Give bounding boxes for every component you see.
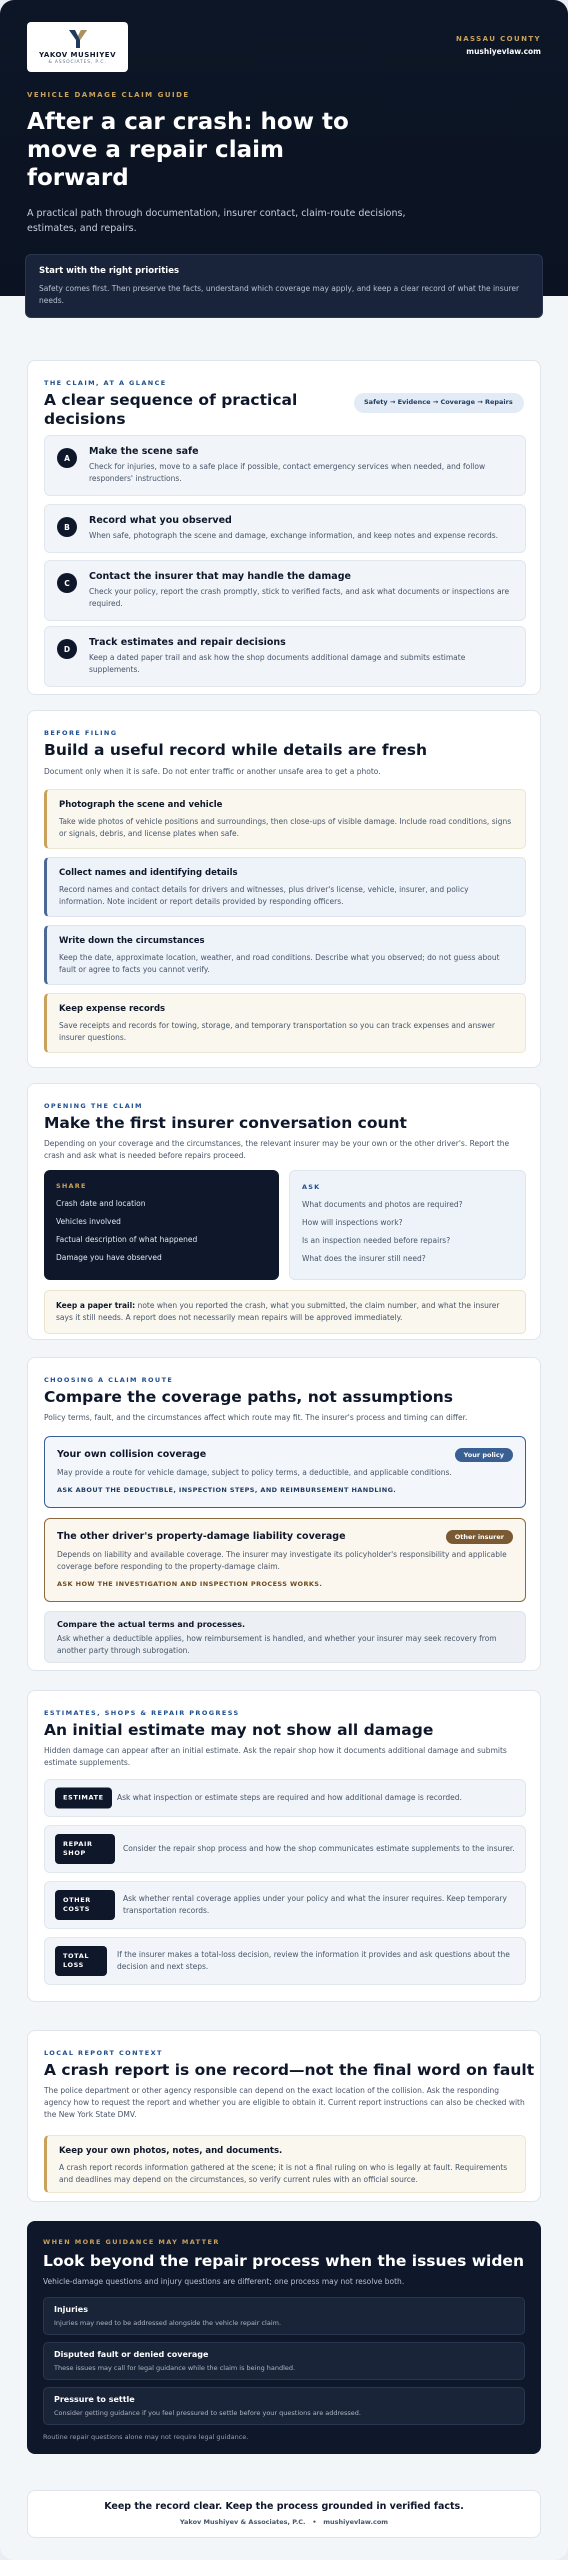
site-link[interactable]: mushiyevlaw.com [466,47,541,56]
share-item: Crash date and location [56,1199,146,1208]
ask-item: How will inspections work? [302,1218,403,1227]
repair-shop-item [44,1825,526,1873]
step-text: Check your policy, report the crash promptly, stick to verified facts, and ask what documents or inspections are required. [89,587,510,608]
note-title: Collect names and identifying details [59,868,238,878]
filing-intro: Document only when it is safe. Do not enter traffic or another unsafe area to get a photo. [44,767,381,776]
total-loss-chip: TOTAL LOSS [55,1946,107,1976]
note-text: Keep the date, approximate location, weather, and road conditions. Describe what you observed; do not guess about fault or agree to facts you cannot verify. [59,953,500,974]
step-text: Check for injuries, move to a safe place if possible, contact emergency services when needed, and follow responders' instructions. [89,462,486,483]
step-title: Make the scene safe [89,446,199,457]
estimate-chip: ESTIMATE [55,1788,112,1809]
note-photograph [44,789,526,849]
route-text: May provide a route for vehicle damage, subject to policy terms, a deductible, and applicable conditions. [57,1468,452,1477]
ask-item: What does the insurer still need? [302,1254,426,1263]
section-report [27,2030,541,2202]
step-b [44,504,526,553]
route-own-collision[interactable] [44,1436,526,1508]
section-filing [27,710,541,1068]
guidance-eyebrow: WHEN MORE GUIDANCE MAY MATTER [43,2238,220,2246]
section-glance [27,360,541,695]
guidance-intro: Vehicle-damage questions and injury questions are different; one process may not resolve both. [43,2277,405,2286]
route-tag: Other insurer [446,1530,513,1544]
guidance-item-text: Consider getting guidance if you feel pressured to settle before your questions are addressed. [54,2409,361,2417]
glance-eyebrow: THE CLAIM, AT A GLANCE [44,379,167,387]
step-badge: C [57,573,77,593]
route-other-liability[interactable] [44,1518,526,1602]
county-label: NASSAU COUNTY [455,35,541,43]
route-text: Depends on liability and available coverage. The insurer may investigate its policyholder's responsibility and applicable coverage before responding to the property-damage claim. [57,1550,507,1571]
step-title: Record what you observed [89,515,232,526]
compare-text: Ask whether a deductible applies, how reimbursement is handled, and whether your insurer may seek recovery from another party through subrogation. [57,1634,497,1655]
report-intro: The police department or other agency responsible can depend on the exact location of the collision. Ask the responding agency how to request the report and whether you are eligible to obtain it. Current report instructions can also be checked with the New York State DMV. [44,2086,525,2119]
guidance-pressure [43,2387,525,2425]
share-item: Vehicles involved [56,1217,121,1226]
hero [0,0,568,305]
route-title: Your own collision coverage [57,1449,207,1460]
logo-name: YAKOV MUSHIYEV [39,51,116,59]
share-item: Damage you have observed [56,1253,162,1262]
step-title: Track estimates and repair decisions [89,637,286,648]
route-ask: ASK HOW THE INVESTIGATION AND INSPECTION PROCESS WORKS. [57,1580,323,1588]
hero-eyebrow: VEHICLE DAMAGE CLAIM GUIDE [27,91,190,99]
guidance-injuries [43,2297,525,2335]
footer-site-link[interactable]: mushiyevlaw.com [323,2518,389,2526]
footer-separator: • [307,2518,322,2526]
report-title: A crash report is one record—not the final word on fault [44,2061,535,2079]
report-eyebrow: LOCAL REPORT CONTEXT [44,2049,163,2057]
priority-text: Safety comes first. Then preserve the facts, understand which coverage may apply, and keep a clear record of what the insurer needs. [39,284,520,305]
paper-trail-label: Keep a paper trail: [56,1301,136,1310]
guidance-item-title: Injuries [54,2305,88,2314]
step-badge: D [57,639,77,659]
step-badge: B [57,517,77,537]
ask-item: What documents and photos are required? [302,1200,463,1209]
total-loss-item [44,1937,526,1985]
note-expenses [44,993,526,1053]
note-title: Photograph the scene and vehicle [59,800,223,810]
compare-title: Compare the actual terms and processes. [57,1620,246,1629]
estimates-intro: Hidden damage can appear after an initial estimate. Ask the repair shop how it documents additional damage and submits estimate supplements. [44,1746,507,1767]
insurer-eyebrow: OPENING THE CLAIM [44,1102,143,1110]
paper-trail-text: note when you reported the crash, what you submitted, the claim number, and what the insurer says it still needs. A report does not necessarily mean repairs will be approved immediately. [56,1301,500,1322]
paper-trail-note [44,1290,526,1334]
ask-item: Is an inspection needed before repairs? [302,1236,451,1245]
section-route [27,1357,541,1671]
section-estimates [27,1690,541,2002]
insurer-intro: Depending on your coverage and the circumstances, the relevant insurer may be your own or the other driver's. Report the crash and ask what is needed before repairs proceed. [44,1139,510,1160]
priority-box [25,254,543,318]
route-intro: Policy terms, fault, and the circumstances affect which route may fit. The insurer's process and timing can differ. [44,1413,468,1422]
logo-subtitle: & ASSOCIATES, P.C. [48,60,107,65]
other-costs-chip: OTHER COSTS [55,1890,115,1920]
note-circumstances [44,925,526,985]
other-costs-text: Ask whether rental coverage applies under your policy and what the insurer requires. Keep temporary transportation records. [123,1894,507,1915]
note-names [44,857,526,917]
insurer-title: Make the first insurer conversation count [44,1114,407,1132]
logo-mark-icon [67,29,89,49]
guidance-title: Look beyond the repair process when the issues widen [43,2252,524,2270]
note-title: Write down the circumstances [59,936,205,946]
firm-logo[interactable] [27,22,128,72]
estimate-text: Ask what inspection or estimate steps are required and how additional damage is recorded. [117,1793,462,1802]
guidance-footnote: Routine repair questions alone may not require legal guidance. [43,2433,249,2441]
ask-label: ASK [302,1183,321,1191]
note-text: Take wide photos of vehicle positions and surroundings, then close-ups of visible damage. Include road conditions, signs or signals, debris, and license plates when safe. [59,817,512,838]
route-eyebrow: CHOOSING A CLAIM ROUTE [44,1376,174,1384]
step-title: Contact the insurer that may handle the damage [89,571,351,582]
page-title: After a car crash: how to move a repair claim forward [27,109,349,191]
guidance-item-text: Injuries may need to be addressed alongside the vehicle repair claim. [54,2319,282,2327]
share-label: SHARE [56,1182,87,1190]
route-compare [44,1611,526,1663]
repair-shop-chip: REPAIR SHOP [55,1834,115,1864]
priority-title: Start with the right priorities [39,266,180,276]
report-note-title: Keep your own photos, notes, and documents. [59,2146,283,2156]
guidance-disputed [43,2342,525,2380]
footer [27,2490,541,2538]
footer-title: Keep the record clear. Keep the process grounded in verified facts. [104,2501,464,2512]
note-text: Save receipts and records for towing, storage, and temporary transportation so you can track expenses and answer insurer questions. [59,1021,495,1042]
guidance-item-title: Disputed fault or denied coverage [54,2350,209,2359]
step-text: Keep a dated paper trail and ask how the shop documents additional damage and submits estimate supplements. [89,653,466,674]
footer-firm: Yakov Mushiyev & Associates, P.C. [179,2518,306,2526]
estimates-eyebrow: ESTIMATES, SHOPS & REPAIR PROGRESS [44,1709,240,1717]
guidance-item-title: Pressure to settle [54,2395,135,2404]
section-insurer [27,1083,541,1340]
route-title: Compare the coverage paths, not assumptions [44,1388,454,1406]
estimates-title: An initial estimate may not show all damage [44,1721,434,1739]
share-box [44,1170,279,1280]
hero-contact [456,35,541,56]
step-badge: A [57,448,77,468]
note-text: Record names and contact details for drivers and witnesses, plus driver's license, vehicle, insurer, and policy information. Note incident or report details provided by responding officers. [59,885,469,906]
estimate-item [44,1779,526,1817]
section-guidance [27,2221,541,2454]
guidance-item-text: These issues may call for legal guidance while the claim is being handled. [54,2364,296,2372]
filing-eyebrow: BEFORE FILING [44,729,118,737]
route-title: The other driver's property-damage liability coverage [57,1531,346,1542]
ask-box [289,1170,526,1280]
glance-title: A clear sequence of practical decisions [44,391,298,428]
other-costs-item [44,1881,526,1929]
flow-pill: Safety → Evidence → Coverage → Repairs [354,393,524,413]
route-tag: Your policy [455,1448,513,1462]
step-d [44,626,526,687]
route-ask: ASK ABOUT THE DEDUCTIBLE, INSPECTION STEPS, AND REIMBURSEMENT HANDLING. [57,1486,397,1494]
total-loss-text: If the insurer makes a total-loss decision, review the information it provides and ask questions about the decision and next steps. [117,1950,510,1971]
share-item: Factual description of what happened [56,1235,198,1244]
repair-shop-text: Consider the repair shop process and how the shop communicates estimate supplements to the insurer. [123,1844,515,1853]
footer-signature [28,2518,540,2526]
report-note [44,2135,526,2193]
note-title: Keep expense records [59,1004,166,1014]
report-note-text: A crash report records information gathered at the scene; it is not a final ruling on who is legally at fault. Requirements and deadlines may depend on the circumstances, so verify current rules with an official source. [59,2163,508,2184]
step-c [44,560,526,621]
step-a [44,435,526,496]
filing-title: Build a useful record while details are fresh [44,741,427,759]
step-text: When safe, photograph the scene and damage, exchange information, and keep notes and expense records. [89,531,499,540]
hero-lede: A practical path through documentation, insurer contact, claim-route decisions, estimates, and repairs. [27,208,406,234]
